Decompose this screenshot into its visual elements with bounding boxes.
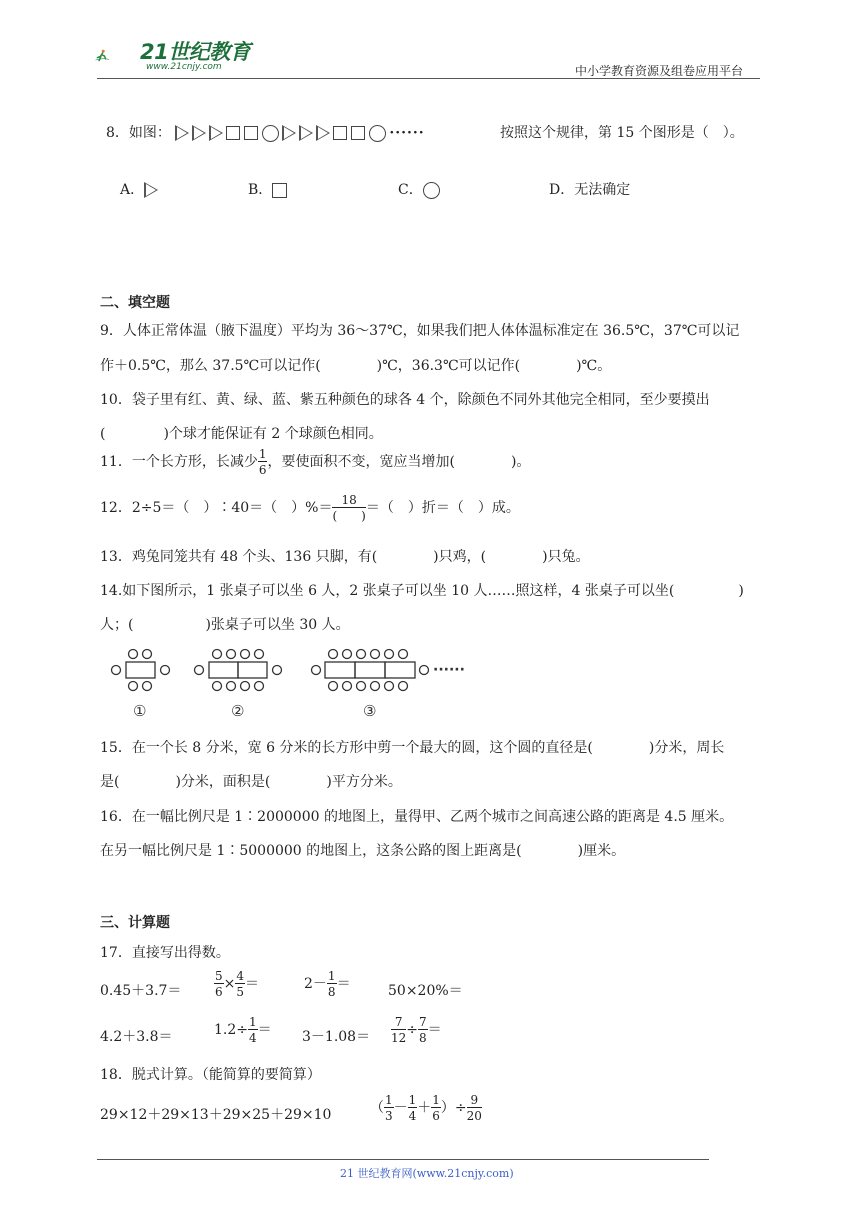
q14-label-1: ① (133, 702, 147, 720)
q13-text-b: )只鸡，( (433, 549, 487, 565)
option-a-label: A． (120, 182, 145, 198)
header-divider (97, 78, 760, 79)
q12-text-b: ＝（ ）折＝（ ）成。 (365, 500, 520, 516)
fraction-numerator: 18 (332, 494, 365, 508)
q15-text-b: )分米，周长 (648, 740, 725, 756)
fraction-numerator: 1 (385, 1093, 393, 1107)
q14-text-b: ) (738, 583, 744, 599)
fraction-denominator: 12 (391, 1031, 407, 1045)
q15-text-a: 15．在一个长 8 分米，宽 6 分米的长方形中剪一个最大的圆，这个圆的直径是( (100, 740, 593, 756)
footer-text: 21 世纪教育网(www.21cnjy.com) (340, 1167, 514, 1180)
q17-r1c2 (214, 970, 259, 998)
q17-r2c4 (391, 1016, 442, 1044)
q14-text-c: 人；( (100, 617, 134, 633)
q17-title: 17．直接写出得数。 (100, 945, 230, 961)
fraction-numerator: 1 (249, 1015, 257, 1029)
q17-r1c1: 0.45＋3.7＝ (100, 983, 182, 999)
q8-prefix: 8．如图： (106, 125, 171, 141)
paren-left: （ (370, 1100, 384, 1116)
q15-text-d: )分米，面积是( (175, 774, 271, 790)
option-d-text: 无法确定 (574, 182, 631, 198)
fraction-denominator: 6 (432, 1109, 440, 1123)
question-8 (106, 122, 425, 142)
square-icon (226, 126, 240, 140)
logo-runner-icon (95, 33, 145, 77)
q15-line2 (100, 771, 402, 791)
q17-r2c2 (214, 1016, 272, 1044)
fraction-denominator: 4 (408, 1109, 417, 1123)
q14-label-2: ② (231, 702, 245, 720)
q12-line (100, 494, 520, 522)
option-c-label: C． (398, 182, 423, 198)
q14-label-3: ③ (363, 702, 377, 720)
q13-line (100, 546, 590, 566)
q14-tables-diagram (105, 648, 485, 720)
q8-suffix: 按照这个规律，第 15 个图形是（ ）。 (500, 125, 744, 141)
q8-option-d (549, 179, 630, 199)
fraction (327, 970, 337, 998)
q8-option-c (398, 179, 443, 199)
q17-r2c3: 3－1.08＝ (302, 1029, 371, 1045)
triangle-icon (316, 125, 330, 141)
fraction-denominator: 8 (419, 1031, 427, 1045)
fraction-numerator: 1 (327, 969, 336, 983)
triangle-icon (175, 125, 189, 141)
fraction (248, 1016, 258, 1044)
fraction-denominator: 3 (385, 1109, 393, 1123)
q16-line1: 16．在一幅比例尺是 1∶2000000 的地图上，量得甲、乙两个城市之间高速公路的距离是 4.5 厘米。 (100, 809, 734, 825)
option-b-label: B． (248, 182, 273, 198)
fraction (214, 970, 224, 998)
footer-divider (97, 1159, 709, 1160)
q18-title: 18．脱式计算。（能简算的要简算） (100, 1067, 321, 1083)
fraction (391, 1016, 406, 1044)
triangle-icon (192, 125, 206, 141)
q15-text-e: )平方分米。 (326, 774, 402, 790)
q13-text-c: )只兔。 (542, 549, 590, 565)
q17-r1c3 (304, 970, 351, 998)
fraction (431, 1094, 441, 1122)
triangle-icon (299, 125, 313, 141)
fraction-numerator: 4 (236, 969, 245, 983)
fraction (467, 1094, 482, 1122)
q17-r1c4: 50×20%＝ (388, 983, 463, 999)
fraction-denominator: 4 (249, 1031, 257, 1045)
fraction (235, 970, 245, 998)
expr-prefix: 2－ (304, 976, 327, 992)
square-icon (333, 126, 347, 140)
q18-expr2 (370, 1094, 482, 1122)
q14-line1 (100, 580, 744, 600)
square-icon (272, 183, 287, 198)
fraction-denominator: 6 (258, 463, 267, 477)
option-d-label: D． (549, 182, 575, 198)
paren-right: ）÷ (440, 1100, 467, 1116)
section-fill-title: 二、填空题 (100, 295, 170, 311)
q14-text-a: 14.如下图所示，1 张桌子可以坐 6 人，2 张桌子可以坐 10 人……照这样，4 张桌子可以坐( (100, 583, 675, 599)
q14-text-d: )张桌子可以坐 30 人。 (205, 617, 350, 633)
q12-text-a: 12．2÷5＝（ ）∶40＝（ ）%＝ (100, 500, 333, 516)
q10-line1: 10．袋子里有红、黄、绿、蓝、紫五种颜色的球各 4 个，除颜色不同外其他完全相同，至少要摸出 (100, 392, 710, 408)
q13-text-a: 13．鸡兔同笼共有 48 个头、136 只脚，有( (100, 549, 378, 565)
q9-text-b: )℃，36.3℃可以记作( (376, 358, 521, 374)
q16-line2 (100, 840, 625, 860)
fraction-numerator: 1 (408, 1093, 417, 1107)
triangle-icon (144, 182, 158, 198)
logo-url: www.21cnjy.com (146, 62, 222, 72)
q8-option-b (248, 179, 291, 199)
square-icon (351, 126, 365, 140)
fraction-denominator: ( ) (332, 509, 366, 523)
fraction (418, 1016, 428, 1044)
q8-sequence (175, 125, 424, 141)
equals: ＝ (245, 976, 260, 992)
q9-line1: 9．人体正常体温（腋下温度）平均为 36～37℃，如果我们把人体体温标准定在 36.5℃，37℃可以记 (100, 323, 740, 339)
q9-line2 (100, 355, 611, 375)
q15-text-c: 是( (100, 774, 120, 790)
equals: ＝ (427, 1022, 442, 1038)
square-icon (244, 126, 258, 140)
q14-line2 (100, 614, 350, 634)
q8-option-a (120, 179, 161, 199)
logo-text: 21世纪教育 (140, 40, 251, 64)
q9-text-a: 作＋0.5℃，那么 37.5℃可以记作( (100, 358, 321, 374)
q17-r2c1: 4.2＋3.8＝ (100, 1029, 173, 1045)
ellipsis-dots: ······ (389, 125, 425, 141)
circle-icon (423, 182, 440, 199)
q14-ellipsis: ······ (433, 662, 465, 678)
fraction-denominator: 20 (466, 1109, 482, 1123)
q10-text-b: )个球才能保证有 2 个球颜色相同。 (163, 426, 383, 442)
fraction-denominator: 8 (327, 985, 336, 999)
q15-line1 (100, 737, 724, 757)
fraction (384, 1094, 394, 1122)
fraction-numerator: 1 (258, 447, 267, 461)
q16-text-b: )厘米。 (577, 843, 626, 859)
operator: － (393, 1100, 408, 1116)
q12-fraction (332, 494, 365, 522)
fraction-denominator: 6 (215, 985, 223, 999)
fraction-numerator: 7 (419, 1015, 427, 1029)
fraction-numerator: 1 (432, 1093, 440, 1107)
q9-text-c: )℃。 (576, 358, 612, 374)
fraction-numerator: 9 (467, 1094, 482, 1108)
equals: ＝ (336, 976, 351, 992)
section-calc-title: 三、计算题 (100, 915, 170, 931)
q10-line2 (100, 423, 383, 443)
operator: ÷ (406, 1022, 419, 1038)
header-platform: 中小学教育资源及组卷应用平台 (575, 64, 744, 78)
expr-prefix: 1.2÷ (214, 1022, 248, 1038)
fraction-numerator: 5 (215, 969, 223, 983)
q11-text-b: ，要使面积不变，宽应当增加( (267, 454, 455, 470)
q11-text-a: 11．一个长方形，长减少 (100, 454, 258, 470)
operator: × (223, 976, 236, 992)
fraction-denominator: 5 (236, 985, 245, 999)
q11-line (100, 448, 530, 476)
q10-text-a: ( (100, 426, 106, 442)
circle-icon (262, 125, 279, 142)
fraction (408, 1094, 418, 1122)
q11-text-c: )。 (510, 454, 531, 470)
q18-expr1: 29×12＋29×13＋29×25＋29×10 (100, 1107, 332, 1123)
operator: ＋ (417, 1100, 432, 1116)
equals: ＝ (257, 1022, 272, 1038)
triangle-icon (209, 125, 223, 141)
q16-text-a: 在另一幅比例尺是 1∶5000000 的地图上，这条公路的图上距离是( (100, 843, 522, 859)
circle-icon (369, 125, 386, 142)
triangle-icon (282, 125, 296, 141)
fraction-numerator: 7 (391, 1016, 406, 1030)
